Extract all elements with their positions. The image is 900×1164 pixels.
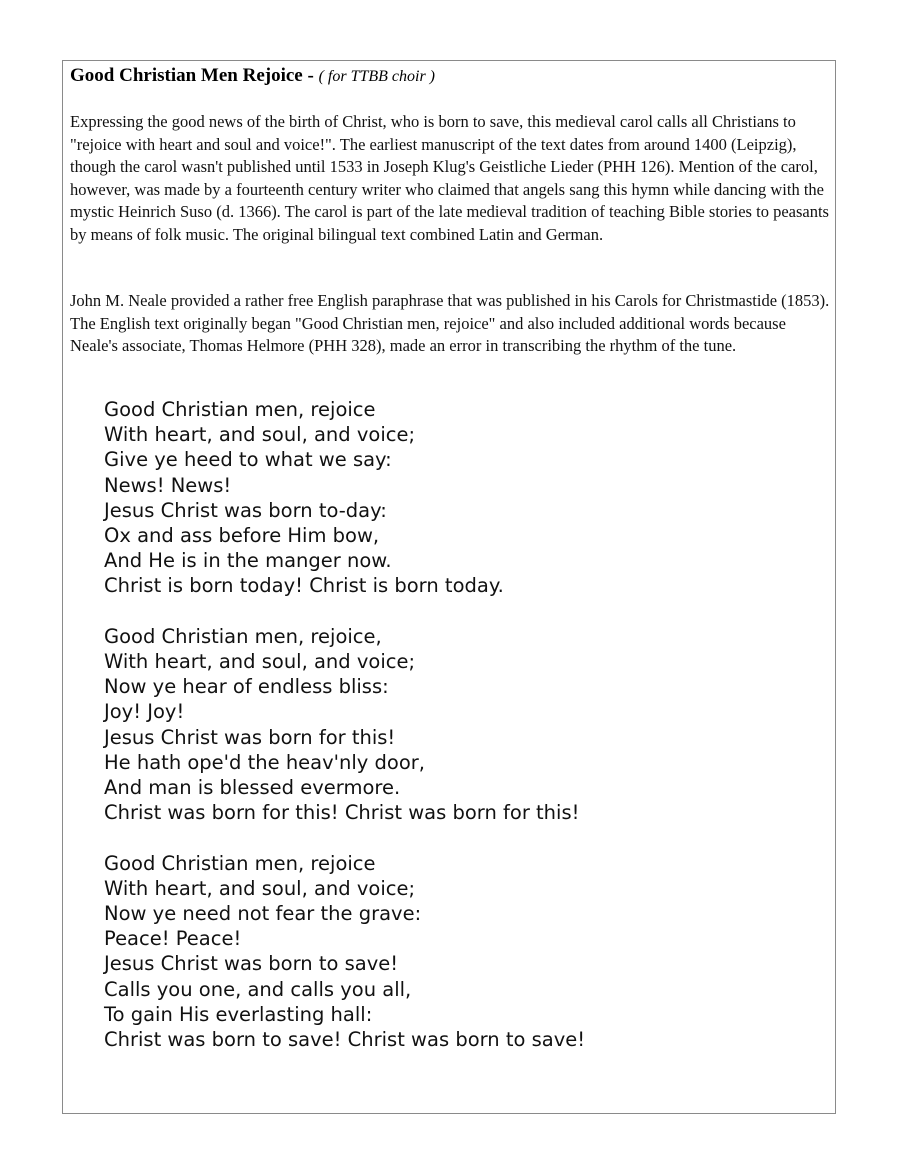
verse-line: Now ye hear of endless bliss: xyxy=(104,675,389,699)
verse-line: Ox and ass before Him bow, xyxy=(104,524,380,548)
verse-3 xyxy=(104,851,585,1053)
verse-line: Peace! Peace! xyxy=(104,927,242,951)
verse-line: Now ye need not fear the grave: xyxy=(104,902,422,926)
verse-line: Christ was born to save! Christ was born to save! xyxy=(104,1028,586,1052)
verse-line: With heart, and soul, and voice; xyxy=(104,423,416,447)
document-title xyxy=(70,65,435,87)
verse-line: Good Christian men, rejoice xyxy=(104,398,376,421)
verse-line: To gain His everlasting hall: xyxy=(104,1002,373,1026)
verse-line: With heart, and soul, and voice; xyxy=(104,650,416,674)
verse-line: He hath ope'd the heav'nly door, xyxy=(104,750,425,774)
verse-line: Good Christian men, rejoice, xyxy=(104,624,382,648)
verse-line: Calls you one, and calls you all, xyxy=(104,977,412,1001)
verse-line: With heart, and soul, and voice; xyxy=(104,876,416,900)
intro-paragraph: Expressing the good news of the birth of Christ, who is born to save, this medieval carol calls all Christians to "rejoice with heart and soul and voice!". The earliest manuscript of the text dates from around 1400 (Leipzig), though the carol wasn't published until 1533 in Joseph Klug's Geistliche Lieder (PHH 126). Mention of the carol, however, was made by a fourteenth century writer who claimed that angels sang this hymn while dancing with the mystic Heinrich Suso (d. 1366). The carol is part of the late medieval tradition of teaching Bible stories to peasants by means of folk music. The original bilingual text combined Latin and German. xyxy=(70,112,829,244)
verse-line: Good Christian men, rejoice xyxy=(104,851,376,875)
verse-line: Give ye heed to what we say: xyxy=(104,448,392,472)
verse-line: Jesus Christ was born for this! xyxy=(104,725,396,749)
verse-line: And He is in the manger now. xyxy=(104,549,392,573)
history-paragraph: John M. Neale provided a rather free English paraphrase that was published in his Carols for Christmastide (1853). The English text originally began "Good Christian men, rejoice" and also included additional words because Neale's associate, Thomas Helmore (PHH 328), made an error in transcribing the rhythm of the tune. xyxy=(70,291,830,355)
verse-line: Christ is born today! Christ is born today. xyxy=(104,574,504,598)
verse-1 xyxy=(104,397,585,599)
verse-line: Jesus Christ was born to-day: xyxy=(104,498,387,522)
title-text: Good Christian Men Rejoice xyxy=(70,65,303,86)
lyrics xyxy=(104,397,585,1077)
verse-line: Jesus Christ was born to save! xyxy=(104,952,399,976)
verse-line: News! News! xyxy=(104,473,232,497)
verse-line: Christ was born for this! Christ was born for this! xyxy=(104,801,580,825)
verse-2 xyxy=(104,624,585,826)
verse-line: Joy! Joy! xyxy=(104,700,185,724)
verse-line: And man is blessed evermore. xyxy=(104,776,401,800)
subtitle-text: ( for TTBB choir ) xyxy=(318,68,436,85)
document-frame xyxy=(62,60,836,1114)
title-separator: - xyxy=(302,65,319,86)
